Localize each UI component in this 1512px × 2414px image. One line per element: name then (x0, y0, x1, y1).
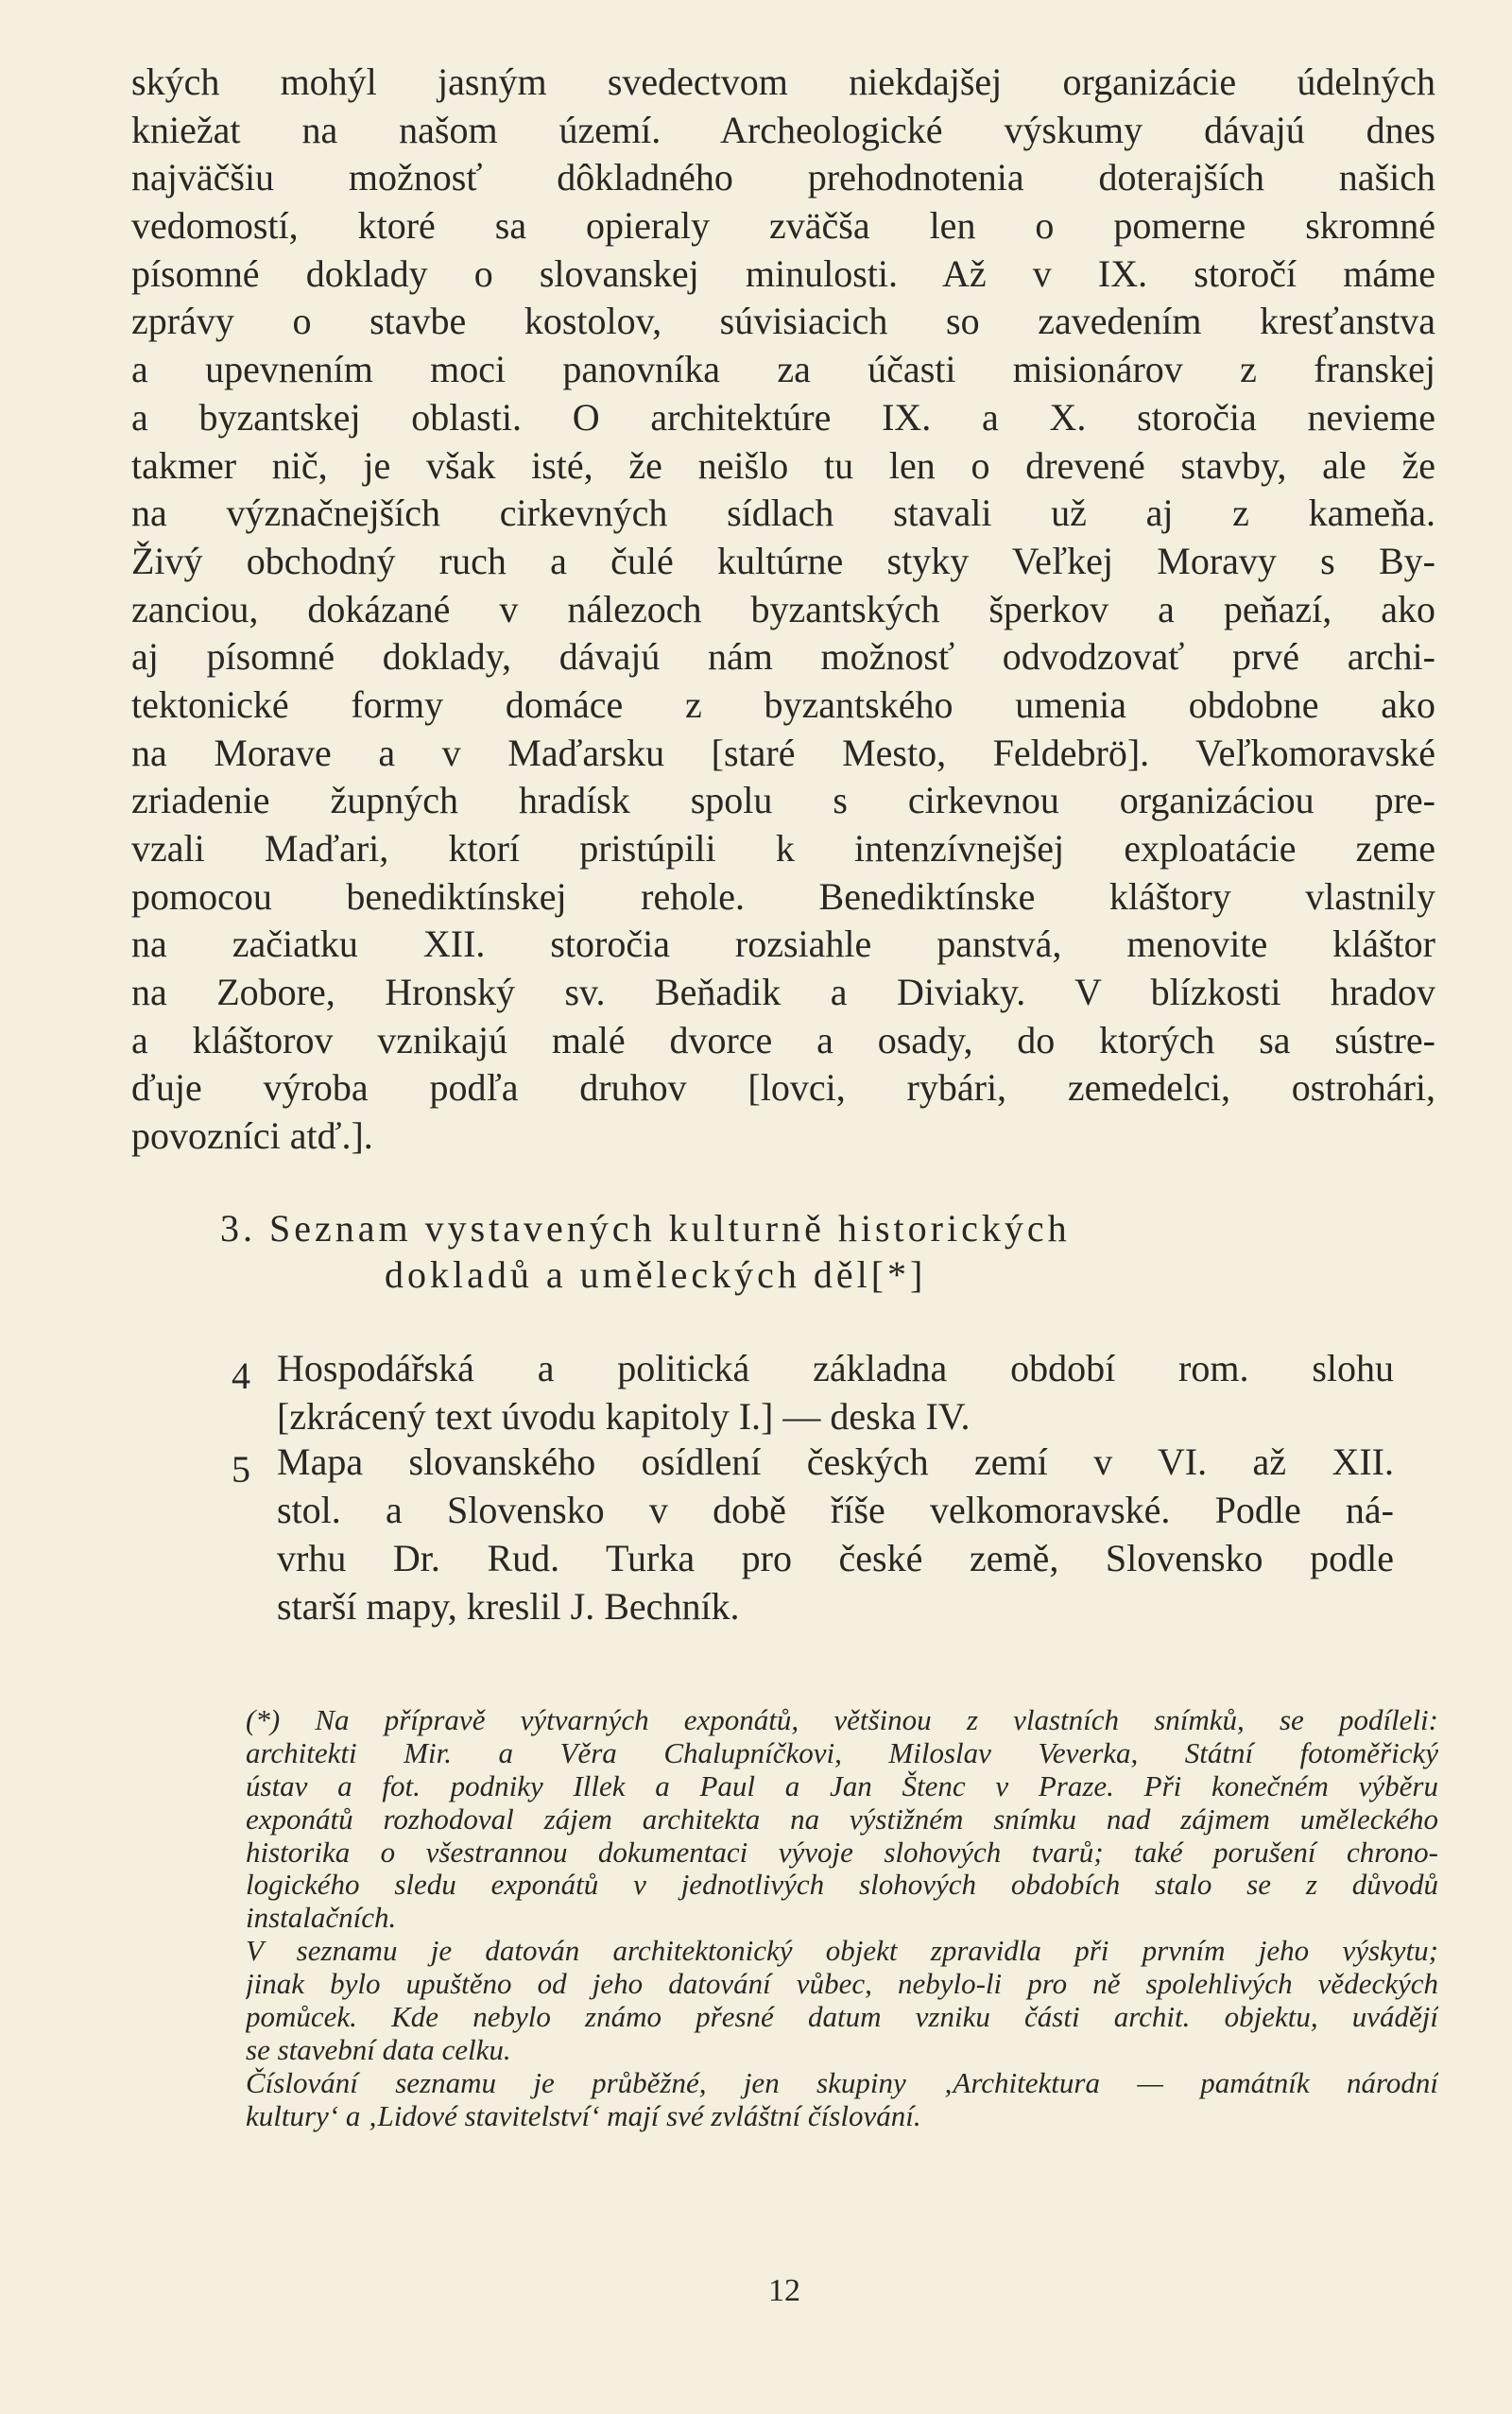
text-line: zprávy o stavbe kostolov, súvisiacich so zavedením kresťanstva (131, 300, 1435, 343)
footnote-line: logického sledu exponátů v jednotlivých slohových obdobích stalo se z důvodů (246, 1869, 1438, 1902)
footnote-line: se stavební data celku. (246, 2033, 511, 2066)
page-number: 12 (768, 2273, 800, 2308)
text-line: povozníci atď.]. (131, 1114, 373, 1158)
text-line: kniežat na našom území. Archeologické výskumy dávajú dnes (131, 108, 1435, 151)
text-line: na Zobore, Hronský sv. Beňadik a Diviaky. V blízkosti hradov (131, 971, 1435, 1014)
footnote-line: pomůcek. Kde nebylo známo přesné datum vzniku části archit. objektu, uvádějí (246, 2001, 1438, 2034)
text-line: pomocou benediktínskej rehole. Benediktínske kláštory vlastnily (131, 874, 1435, 918)
section-heading (220, 1205, 1071, 1252)
text-line: na význačnejších cirkevných sídlach stavali už aj z kameňa. (131, 491, 1435, 535)
text-line: takmer nič, je však isté, že neišlo tu len o drevené stavby, ale že (131, 443, 1435, 487)
text-line: na začiatku XII. storočia rozsiahle panstvá, menovite kláštor (131, 922, 1435, 966)
text-line: vedomostí, ktoré sa opieraly zväčša len o pomerne skromné (131, 204, 1435, 248)
section-title-line1: Seznam vystavených kulturně historických (269, 1207, 1071, 1250)
text-line: ských mohýl jasným svedectvom niekdajšej organizácie údelných (131, 60, 1435, 103)
item-number: 5 (232, 1448, 250, 1491)
footnote-line: jinak bylo upuštěno od jeho datování vůbec, nebylo-li pro ně spolehlivých vědeckých (246, 1968, 1438, 2001)
footnote-line: instalačních. (246, 1902, 397, 1935)
section-number: 3. (220, 1207, 256, 1250)
footnote-line: historika o všestrannou dokumentaci vývoje slohových tvarů; také porušení chrono- (246, 1836, 1438, 1869)
text-line: zanciou, dokázané v nálezoch byzantských šperkov a peňazí, ako (131, 587, 1435, 630)
list-item (232, 1344, 1394, 1448)
item-line: Mapa slovanského osídlení českých zemí v VI. až XII. (277, 1440, 1394, 1483)
item-number: 4 (232, 1354, 250, 1397)
item-line: [zkrácený text úvodu kapitoly I.] — deska IV. (277, 1395, 971, 1438)
item-line: Hospodářská a politická základna období rom. slohu (277, 1347, 1394, 1389)
item-line: starší mapy, kreslil J. Bechník. (277, 1585, 740, 1628)
text-line: ďuje výroba podľa druhov [lovci, rybári, zemedelci, ostrohári, (131, 1066, 1435, 1110)
text-line: Živý obchodný ruch a čulé kultúrne styky Veľkej Moravy s By- (131, 539, 1435, 582)
text-line: písomné doklady o slovanskej minulosti. Až v IX. storočí máme (131, 251, 1435, 295)
footnote (246, 1704, 1438, 2133)
text-line: a upevnením moci panovníka za účasti misionárov z franskej (131, 348, 1435, 391)
body-text (131, 59, 1435, 1161)
text-line: najväčšiu možnosť dôkladného prehodnotenia doterajších našich (131, 156, 1435, 199)
text-line: a kláštorov vznikajú malé dvorce a osady, do ktorých sa sústre- (131, 1018, 1435, 1061)
text-line: vzali Maďari, ktorí pristúpili k intenzívnejšej exploatácie zeme (131, 827, 1435, 870)
text-line: tektonické formy domáce z byzantského umenia obdobne ako (131, 682, 1435, 726)
footnote-line: architekti Mir. a Věra Chalupníčkovi, Miloslav Veverka, Státní fotoměřický (246, 1736, 1438, 1769)
text-line: zriadenie župných hradísk spolu s cirkevnou organizáciou pre- (131, 779, 1435, 822)
footnote-line: ústav a fot. podniky Illek a Paul a Jan Štenc v Praze. Při konečném výběru (246, 1769, 1438, 1802)
footnote-line: exponátů rozhodoval zájem architekta na výstižném snímku nad zájmem uměleckého (246, 1802, 1438, 1836)
footnote-line: Číslování seznamu je průběžné, jen skupiny ‚Architektura — památník národní (246, 2066, 1438, 2099)
item-line: stol. a Slovensko v době říše velkomoravské. Podle ná- (277, 1489, 1394, 1531)
footnote-line: V seznamu je datován architektonický objekt zpravidla při prvním jeho výskytu; (246, 1935, 1438, 1968)
footnote-line: kultury‘ a ‚Lidové stavitelství‘ mají své zvláštní číslování. (246, 2099, 921, 2132)
section-title-line2: dokladů a uměleckých děl[*] (385, 1253, 927, 1296)
item-line: vrhu Dr. Rud. Turka pro české země, Slovensko podle (277, 1537, 1394, 1579)
list-item (232, 1438, 1394, 1636)
text-line: aj písomné doklady, dávajú nám možnosť odvodzovať prvé archi- (131, 635, 1435, 679)
text-line: na Morave a v Maďarsku [staré Mesto, Feldebrö]. Veľkomoravské (131, 731, 1435, 774)
text-line: a byzantskej oblasti. O architektúre IX. a X. storočia nevieme (131, 395, 1435, 439)
footnote-line: (*) Na přípravě výtvarných exponátů, většinou z vlastních snímků, se podíleli: (246, 1704, 1438, 1736)
